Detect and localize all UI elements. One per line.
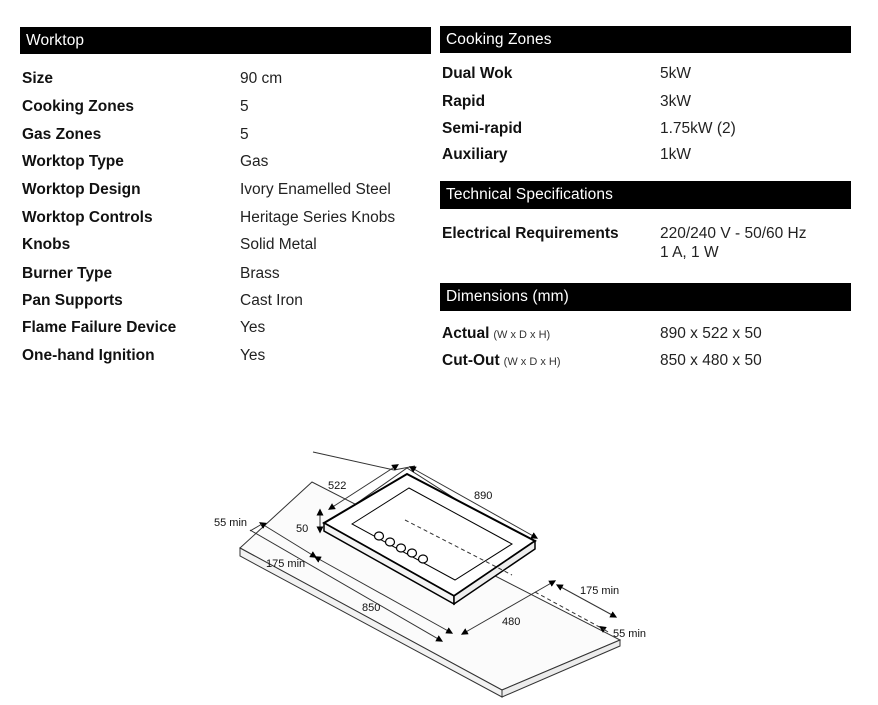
cutout-depth-label: 480 [502,616,521,628]
row-label-text: Cut-Out [442,352,500,369]
row-value: 1.75kW (2) [660,120,736,137]
row-value: 5kW [660,65,691,82]
row-value: Solid Metal [240,236,317,253]
row-label-sub: (W x D x H) [493,329,551,341]
row-label: Worktop Design [22,181,141,198]
right-clearance-label: 55 min [613,628,647,640]
row-label: One-hand Ignition [22,347,155,364]
worktop-title: Worktop [26,31,85,49]
cutout-width-label: 850 [362,602,381,614]
row-label-text: Actual [442,325,490,342]
technical-title: Technical Specifications [446,186,613,203]
row-label: Rapid [442,93,486,110]
row-value: Yes [240,319,266,336]
row-value: Gas [240,153,269,170]
knob-icon [386,538,395,546]
height-label: 50 [296,523,309,535]
row-label: Dual Wok [442,65,513,82]
row-value: Heritage Series Knobs [240,209,396,226]
row-label: Worktop Controls [22,209,153,226]
row-value: 1kW [660,146,691,163]
depth-label: 522 [328,480,347,492]
row-value: Brass [240,265,280,282]
knob-icon [397,544,406,552]
cooking-zones-title: Cooking Zones [446,30,552,48]
row-label: Pan Supports [22,292,123,309]
row-value: Ivory Enamelled Steel [240,181,391,198]
row-value: Cast Iron [240,292,303,309]
row-label: Auxiliary [442,146,508,163]
row-value: 5 [240,98,249,115]
row-value-line2: 1 A, 1 W [660,244,719,261]
left-clearance-label: 55 min [214,517,248,529]
dimensions-title: Dimensions (mm) [446,288,569,305]
row-label: Electrical Requirements [442,225,619,242]
row-label: Semi-rapid [442,120,523,137]
width-label: 890 [474,490,493,502]
row-value: 3kW [660,93,691,110]
row-label: Worktop Type [22,153,124,170]
knob-icon [408,549,417,557]
knob-icon [375,532,384,540]
row-label: Flame Failure Device [22,319,177,336]
row-value: 5 [240,126,249,143]
row-label: Cooking Zones [22,98,134,115]
right-side-label: 175 min [580,585,620,597]
row-value: Yes [240,347,266,364]
row-label: Gas Zones [22,126,102,143]
row-label: Size [22,70,54,87]
knob-icon [419,555,428,563]
left-side-label: 175 min [266,558,306,570]
row-value: 890 x 522 x 50 [660,325,762,342]
row-value: 850 x 480 x 50 [660,352,762,369]
row-value: 220/240 V - 50/60 Hz [660,225,807,242]
row-label: Knobs [22,236,71,253]
row-label-sub: (W x D x H) [503,356,561,368]
row-value: 90 cm [240,70,283,87]
row-label: Burner Type [22,265,113,282]
